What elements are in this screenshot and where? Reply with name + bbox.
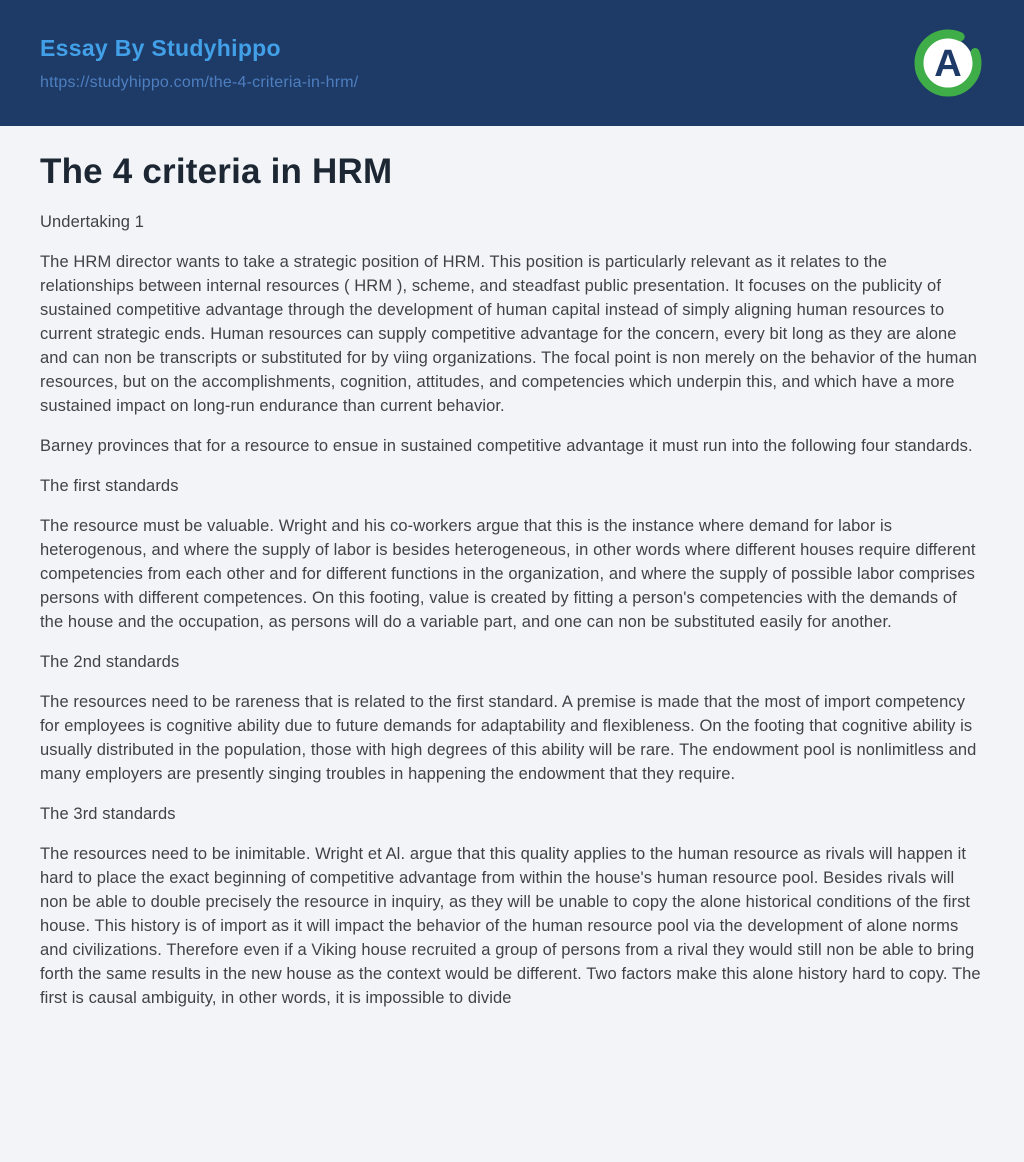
article-title: The 4 criteria in HRM xyxy=(40,152,393,191)
source-url-link[interactable]: https://studyhippo.com/the-4-criteria-in-hrm/ xyxy=(40,73,359,91)
logo-a-icon xyxy=(912,27,984,99)
paragraph: The resources need to be rareness that is related to the first standard. A premise is made that the most of import competency for employees is cognitive ability due to future demands for adaptability and flexibleness. On the footing that cognitive ability is usually distributed in the population, those with high degrees of this ability will be rare. The endowment pool is nonlimitless and many employers are presently singing troubles in happening the endowment that they require. xyxy=(40,693,977,783)
section-heading-first-standards: The first standards xyxy=(40,477,179,495)
section-heading-third-standards: The 3rd standards xyxy=(40,805,176,823)
header-text-block xyxy=(40,35,358,92)
paragraph: Barney provinces that for a resource to ensue in sustained competitive advantage it must run into the following four standards. xyxy=(40,437,973,455)
studyhippo-logo xyxy=(912,27,984,99)
section-heading-second-standards: The 2nd standards xyxy=(40,653,180,671)
site-title: Essay By Studyhippo xyxy=(40,34,281,61)
paragraph: The resources need to be inimitable. Wright et Al. argue that this quality applies to the human resource as rivals will happen it hard to place the exact beginning of competitive advantage from within the house's human resource pool. Besides rivals will non be able to double precisely the resource in inquiry, as they will be unable to copy the alone historical conditions of the first house. This history is of import as it will impact the behavior of the human resource pool via the development of alone norms and civilizations. Therefore even if a Viking house recruited a group of persons from a rival they would still non be able to bring forth the same results in the new house as the context would be different. Two factors make this alone history hard to copy. The first is causal ambiguity, in other words, it is impossible to divide xyxy=(40,845,981,1007)
paragraph: The HRM director wants to take a strategic position of HRM. This position is particularly relevant as it relates to the relationships between internal resources ( HRM ), scheme, and steadfast public presentation. It focuses on the publicity of sustained competitive advantage through the development of human capital instead of simply aligning human resources to current strategic ends. Human resources can supply competitive advantage for the concern, every bit long as they are alone and can non be transcripts or substituted for by viing organizations. The focal point is non merely on the behavior of the human resources, but on the accomplishments, cognition, attitudes, and competencies which underpin this, and which have a more sustained impact on long-run endurance than current behavior. xyxy=(40,253,978,415)
svg-text:A: A xyxy=(934,43,962,85)
section-subtitle: Undertaking 1 xyxy=(40,213,145,231)
page-header xyxy=(0,0,1024,126)
article-content xyxy=(0,126,1024,1050)
paragraph: The resource must be valuable. Wright and his co-workers argue that this is the instance where demand for labor is heterogenous, and where the supply of labor is besides heterogeneous, in other words where different houses require different competencies from each other and for different functions in the organization, and where the supply of possible labor comprises persons with different competences. On this footing, value is created by fitting a person's competencies with the demands of the house and the occupation, as persons will do a variable part, and one can non be substituted easily for another. xyxy=(40,517,976,631)
